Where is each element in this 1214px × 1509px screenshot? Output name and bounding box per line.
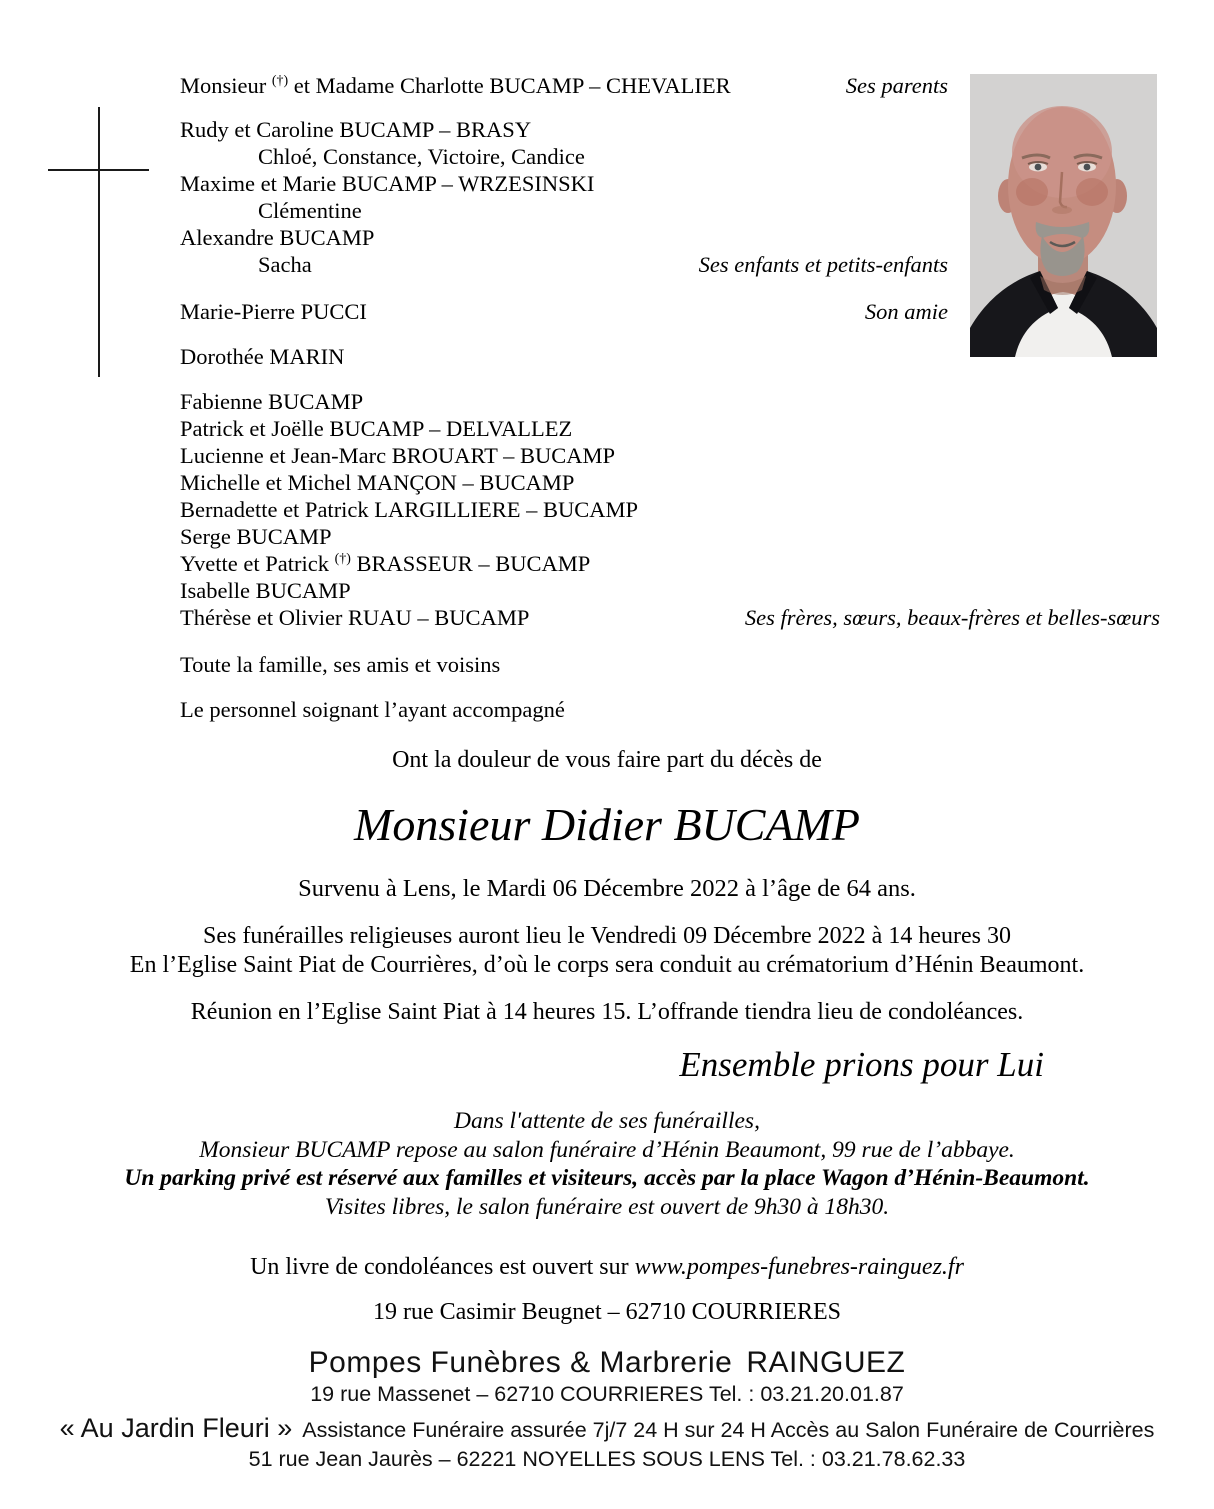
mourner-row-parents	[180, 72, 1160, 99]
mourner-row: Alexandre BUCAMP	[180, 225, 375, 250]
mourners-list	[180, 72, 1160, 723]
announcement-intro: Ont la douleur de vous faire part du décès de	[392, 747, 822, 773]
dagger-symbol: (†)	[334, 551, 351, 567]
mourner-row: Chloé, Constance, Victoire, Candice	[258, 144, 585, 169]
mourner-row: Dorothée MARIN	[180, 344, 345, 369]
funeral-home-address-1: 19 rue Massenet – 62710 COURRIERES Tel. : 03.21.20.01.87	[310, 1382, 904, 1406]
funeral-home-name	[0, 1345, 1214, 1381]
repose-line-2: Monsieur BUCAMP repose au salon funéraire d’Hénin Beaumont, 99 rue de l’abbaye.	[199, 1136, 1015, 1163]
visiting-hours: Visites libres, le salon funéraire est ouvert de 9h30 à 18h30.	[324, 1193, 890, 1220]
mourner-row: Michelle et Michel MANÇON – BUCAMP	[180, 470, 575, 495]
repose-section	[0, 1107, 1214, 1221]
funeral-home-address-2: 51 rue Jean Jaurès – 62221 NOYELLES SOUS LENS Tel. : 03.21.78.62.33	[248, 1447, 966, 1471]
mourner-row-friend: Marie-Pierre PUCCI Son amie	[180, 299, 948, 324]
condolence-book-url[interactable]: www.pompes-funebres-rainguez.fr	[634, 1254, 964, 1280]
funeral-home-services: Assistance Funéraire assurée 7j/7 24 H sur 24 H Accès au Salon Funéraire de Courrières	[302, 1418, 1155, 1442]
mourner-row: Fabienne BUCAMP	[180, 389, 364, 414]
meeting-line: Réunion en l’Eglise Saint Piat à 14 heures 15. L’offrande tiendra lieu de condoléances.	[190, 999, 1024, 1025]
relation-label-friend: Son amie	[864, 299, 948, 324]
mourner-row: Yvette et Patrick (†) BRASSEUR – BUCAMP	[180, 551, 591, 576]
funeral-line-2: En l’Eglise Saint Piat de Courrières, d’où le corps sera conduit au crématorium d’Hénin Beaumont.	[129, 952, 1085, 978]
funeral-home-name-left: Pompes Funèbres & Marbrerie	[308, 1346, 733, 1379]
funeral-line-1: Ses funérailles religieuses auront lieu le Vendredi 09 Décembre 2022 à 14 heures 30	[203, 923, 1011, 949]
condolence-address: 19 rue Casimir Beugnet – 62710 COURRIERES	[373, 1299, 841, 1325]
mourner-row: Clémentine	[258, 198, 362, 223]
memorial-cross-horizontal	[48, 169, 149, 171]
relation-label-siblings: Ses frères, sœurs, beaux-frères et belles-sœurs	[744, 605, 1160, 630]
mourner-row: Bernadette et Patrick LARGILLIERE – BUCAMP	[180, 497, 639, 522]
funeral-home-brand: « Au Jardin Fleuri »	[59, 1413, 293, 1443]
funeral-home-services-line	[0, 1412, 1214, 1446]
death-details: Survenu à Lens, le Mardi 06 Décembre 2022 à l’âge de 64 ans.	[298, 875, 916, 902]
condolence-book-line	[0, 1253, 1214, 1282]
mourner-row: Isabelle BUCAMP	[180, 578, 351, 603]
mourner-row: Maxime et Marie BUCAMP – WRZESINSKI	[180, 171, 595, 196]
parking-notice: Un parking privé est réservé aux familles et visiteurs, accès par la place Wagon d’Hénin-Beaumont.	[124, 1165, 1090, 1191]
memorial-cross-vertical	[98, 107, 100, 377]
deceased-name: Monsieur Didier BUCAMP	[354, 799, 860, 850]
repose-line-1: Dans l'attente de ses funérailles,	[454, 1108, 760, 1134]
mourner-row: Serge BUCAMP	[180, 524, 332, 549]
funeral-details	[0, 922, 1214, 980]
mourner-row: Patrick et Joëlle BUCAMP – DELVALLEZ	[180, 416, 573, 441]
mourner-row-family: Toute la famille, ses amis et voisins	[180, 652, 501, 677]
mourner-row: Rudy et Caroline BUCAMP – BRASY	[180, 117, 532, 142]
funeral-home-name-right: RAINGUEZ	[746, 1346, 906, 1379]
mourner-row-caregivers: Le personnel soignant l’ayant accompagné	[180, 697, 565, 722]
mourner-row-siblings: Thérèse et Olivier RUAU – BUCAMP Ses frères, sœurs, beaux-frères et belles-sœurs	[180, 605, 1160, 630]
mourner-name: Monsieur (†) et Madame Charlotte BUCAMP – CHEVALIER	[180, 73, 731, 98]
mourner-row: Lucienne et Jean-Marc BROUART – BUCAMP	[180, 443, 616, 468]
prayer-line: Ensemble prions pour Lui	[679, 1045, 1044, 1084]
condolence-book-text: Un livre de condoléances est ouvert sur	[250, 1254, 635, 1280]
announcement-section	[0, 746, 1214, 1473]
dagger-symbol: (†)	[271, 73, 289, 89]
relation-label-children: Ses enfants et petits-enfants	[698, 252, 948, 277]
mourner-row-children: Sacha Ses enfants et petits-enfants	[258, 252, 948, 277]
relation-label-parents: Ses parents	[845, 73, 948, 98]
